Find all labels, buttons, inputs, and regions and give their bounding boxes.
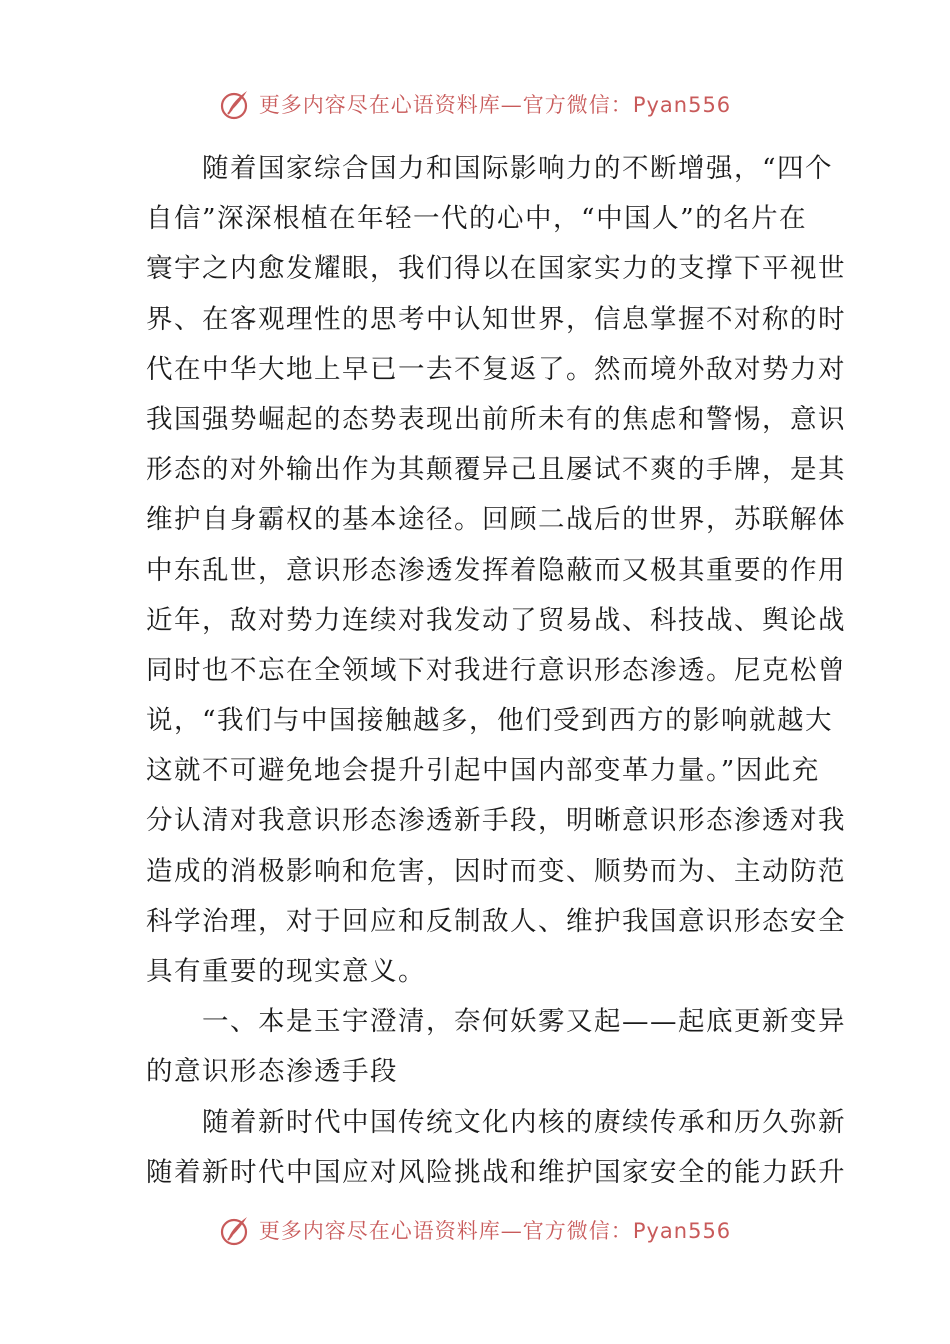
text-line: 随着国家综合国力和国际影响力的不断增强，“四个 — [202, 153, 834, 184]
quill-pen-circle-icon — [219, 87, 253, 121]
text-line: 造成的消极影响和危害，因时而变、顺势而为、主动防范 — [146, 855, 846, 887]
watermark-text: 更多内容尽在心语资料库—官方微信：Pyan556 — [258, 93, 732, 117]
watermark-banner-top — [0, 84, 950, 124]
text-line: 分认清对我意识形态渗透新手段，明晰意识形态渗透对我 — [146, 805, 846, 837]
text-line: 的意识形态渗透手段 — [146, 1056, 398, 1088]
text-line: 维护自身霸权的基本途径。回顾二战后的世界，苏联解体 — [146, 504, 846, 536]
watermark-text: 更多内容尽在心语资料库—官方微信：Pyan556 — [258, 1219, 732, 1243]
text-line: 我国强势崛起的态势表现出前所未有的焦虑和警惕，意识 — [146, 403, 846, 435]
text-line: 具有重要的现实意义。 — [146, 956, 426, 987]
paragraph — [146, 1098, 846, 1198]
text-line: 随着新时代中国应对风险挑战和维护国家安全的能力跃升 — [146, 1156, 846, 1188]
text-line: 这就不可避免地会提升引起中国内部变革力量。”因此充 — [146, 755, 820, 787]
text-line: 随着新时代中国传统文化内核的赓续传承和历久弥新 — [202, 1106, 846, 1138]
text-line: 界、在客观理性的思考中认知世界，信息掌握不对称的时 — [146, 303, 846, 335]
text-line: 同时也不忘在全领域下对我进行意识形态渗透。尼克松曾 — [146, 654, 846, 686]
section-heading — [146, 997, 846, 1097]
text-line: 寰宇之内愈发耀眼，我们得以在国家实力的支撑下平视世 — [146, 253, 846, 285]
document-body — [146, 144, 846, 1198]
paragraph — [146, 144, 846, 997]
text-line: 一、本是玉宇澄清，奈何妖雾又起——起底更新变异 — [202, 1006, 846, 1038]
text-line: 形态的对外输出作为其颠覆异己且屡试不爽的手牌，是其 — [146, 454, 846, 486]
text-line: 科学治理，对于回应和反制敌人、维护我国意识形态安全 — [146, 905, 846, 937]
quill-pen-circle-icon — [219, 1213, 253, 1247]
text-line: 代在中华大地上早已一去不复返了。然而境外敌对势力对 — [146, 353, 846, 385]
text-line: 自信”深深根植在年轻一代的心中，“中国人”的名片在 — [146, 203, 808, 235]
watermark-banner-bottom — [0, 1210, 950, 1250]
text-line: 中东乱世，意识形态渗透发挥着隐蔽而又极其重要的作用 — [146, 554, 846, 586]
text-line: 近年，敌对势力连续对我发动了贸易战、科技战、舆论战 — [146, 604, 846, 636]
text-line: 说，“我们与中国接触越多，他们受到西方的影响就越大 — [146, 705, 834, 737]
